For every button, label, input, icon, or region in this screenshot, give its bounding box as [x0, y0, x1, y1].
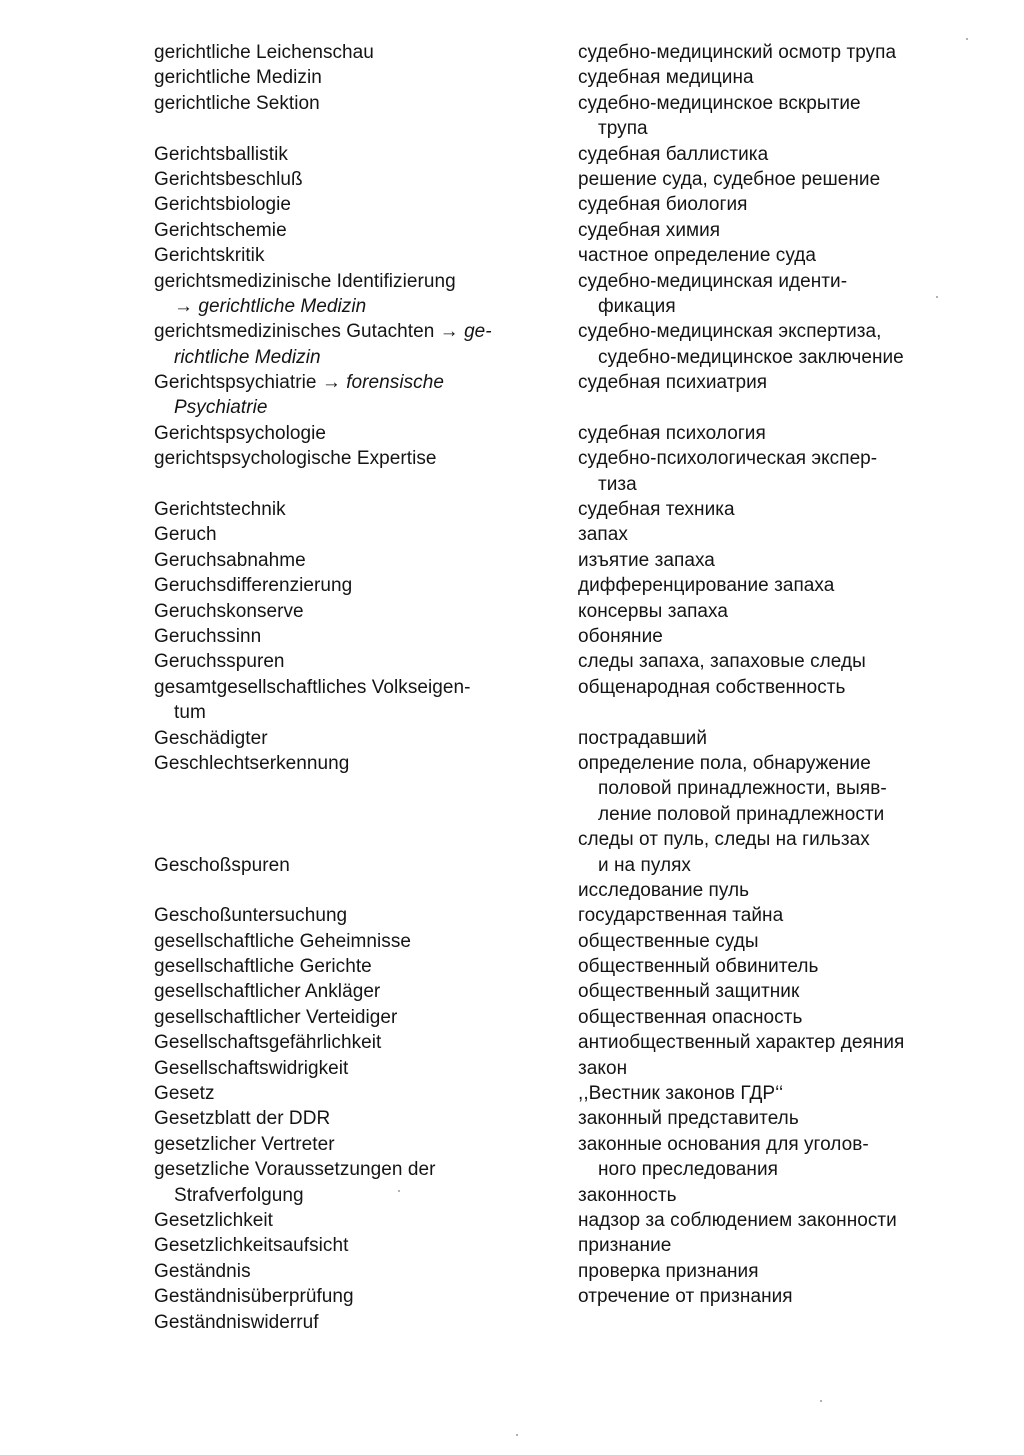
german-term: Geständniswiderruf	[154, 1311, 319, 1333]
german-term: Geschlechtserkennung	[154, 752, 350, 774]
german-term: gesellschaftlicher Verteidiger	[154, 1006, 398, 1028]
german-term: Geständnisüberprüfung	[154, 1286, 354, 1308]
scan-speck	[398, 1190, 400, 1192]
russian-translation: общественная опасность	[578, 1006, 803, 1028]
russian-translation: судебно-медицинское вскрытие	[578, 92, 861, 114]
german-term: Gerichtspsychologie	[154, 422, 327, 444]
german-term: Geruchssinn	[154, 625, 262, 647]
german-term-text: gerichtsmedizinisches Gutachten →	[154, 321, 465, 343]
german-term: gesamtgesellschaftliches Volkseigen-	[154, 676, 471, 698]
russian-translation: судебно-медицинская иденти-	[578, 270, 848, 292]
german-term: Geruchsdifferenzierung	[154, 575, 353, 597]
russian-translation: проверка признания	[578, 1260, 759, 1282]
german-term: gerichtliche Sektion	[154, 92, 320, 114]
spacer	[154, 472, 544, 497]
german-term: Gesetz	[154, 1083, 215, 1105]
cross-reference: forensische	[346, 372, 444, 394]
russian-translation: определение пола, обнаружение	[578, 752, 871, 774]
russian-translation-continuation: тиза	[598, 473, 637, 495]
russian-translation: судебная психология	[578, 422, 766, 444]
russian-translation: судебно-медицинская экспертиза,	[578, 321, 882, 343]
spacer	[154, 827, 544, 852]
russian-column	[578, 40, 978, 1310]
scan-speck	[966, 38, 968, 40]
russian-translation: запах	[578, 524, 628, 546]
german-term: Gesellschaftswidrigkeit	[154, 1057, 349, 1079]
german-term: gesellschaftliche Geheimnisse	[154, 930, 412, 952]
cross-reference: richtliche Medizin	[174, 346, 321, 368]
german-term: Geruchsspuren	[154, 651, 285, 673]
spacer	[154, 802, 544, 827]
german-column	[154, 40, 544, 1335]
german-term: gesellschaftliche Gerichte	[154, 956, 372, 978]
german-term: gesetzliche Voraussetzungen der	[154, 1159, 436, 1181]
cross-reference: gerichtliche Medizin	[198, 295, 367, 317]
scan-speck	[936, 296, 938, 298]
german-term: gesellschaftlicher Ankläger	[154, 981, 381, 1003]
german-term: Geruch	[154, 524, 217, 546]
german-term-continuation	[154, 294, 544, 319]
russian-translation: решение суда, судебное решение	[578, 168, 881, 190]
german-term: Gerichtschemie	[154, 219, 287, 241]
german-term: Gesellschaftsgefährlichkeit	[154, 1032, 382, 1054]
german-term	[154, 319, 544, 344]
german-term: Gerichtstechnik	[154, 499, 286, 521]
german-term: Gerichtsbeschluß	[154, 168, 303, 190]
german-term: gerichtspsychologische Expertise	[154, 448, 437, 470]
german-term: gesetzlicher Vertreter	[154, 1133, 335, 1155]
russian-translation: следы от пуль, следы на гильзах	[578, 829, 870, 851]
russian-translation: закон	[578, 1057, 628, 1079]
russian-translation: дифференцирование запаха	[578, 575, 835, 597]
russian-translation: законность	[578, 1184, 677, 1206]
russian-translation: судебно-психологическая экспер-	[578, 448, 878, 470]
spacer	[154, 776, 544, 801]
german-term: Gerichtskritik	[154, 245, 265, 267]
russian-translation: консервы запаха	[578, 600, 728, 622]
russian-translation: общественный обвинитель	[578, 956, 819, 978]
german-term-continuation: tum	[174, 702, 206, 724]
russian-translation: законные основания для уголов-	[578, 1133, 869, 1155]
russian-translation: законный представитель	[578, 1108, 799, 1130]
russian-translation: исследование пуль	[578, 879, 750, 901]
russian-translation: изъятие запаха	[578, 549, 715, 571]
german-term: gerichtsmedizinische Identifizierung	[154, 270, 456, 292]
spacer	[154, 116, 544, 141]
russian-translation: судебная техника	[578, 499, 735, 521]
russian-translation: антиобщественный характер деяния	[578, 1032, 905, 1054]
russian-translation: судебно-медицинский осмотр трупа	[578, 42, 897, 63]
russian-translation: судебная медицина	[578, 67, 754, 89]
russian-translation: судебная химия	[578, 219, 721, 241]
german-term: Geschoßuntersuchung	[154, 905, 348, 927]
russian-translation-continuation: ление половой принадлежности	[598, 803, 885, 825]
german-term: Gerichtsbiologie	[154, 194, 292, 216]
russian-translation: ,,Вестник законов ГДР‘‘	[578, 1083, 784, 1105]
russian-translation: частное определение суда	[578, 245, 816, 267]
russian-translation: государственная тайна	[578, 905, 784, 927]
russian-translation: общественные суды	[578, 930, 759, 952]
russian-translation: отречение от признания	[578, 1286, 793, 1308]
russian-translation: общественный защитник	[578, 981, 800, 1003]
german-term-text: Gerichtspsychiatrie →	[154, 372, 347, 394]
scan-speck	[820, 1400, 822, 1402]
german-term: Gesetzlichkeit	[154, 1209, 273, 1231]
russian-translation: судебная биология	[578, 194, 748, 216]
german-term: gerichtliche Medizin	[154, 67, 322, 89]
spacer	[578, 395, 978, 420]
russian-translation: следы запаха, запаховые следы	[578, 651, 866, 673]
german-term: Geruchsabnahme	[154, 549, 306, 571]
cross-reference: ge-	[464, 321, 492, 343]
russian-translation: судебная психиатрия	[578, 372, 768, 394]
russian-translation: судебная баллистика	[578, 143, 769, 165]
german-term-continuation: Strafverfolgung	[174, 1184, 304, 1206]
german-term: Geschädigter	[154, 727, 268, 749]
spacer	[578, 700, 978, 725]
russian-translation: надзор за соблюдением законности	[578, 1209, 897, 1231]
german-term: Gerichtsballistik	[154, 143, 288, 165]
arrow: →	[174, 295, 199, 317]
russian-translation: обоняние	[578, 625, 663, 647]
russian-translation-continuation: ного преследования	[598, 1159, 778, 1181]
russian-translation-continuation: судебно-медицинское заключение	[598, 346, 904, 368]
russian-translation: пострадавший	[578, 727, 708, 749]
russian-translation: признание	[578, 1235, 672, 1257]
russian-translation-continuation: фикация	[598, 295, 676, 317]
german-term: Geschoßspuren	[154, 854, 290, 876]
russian-translation: общенародная собственность	[578, 676, 846, 698]
german-term: gerichtliche Leichenschau	[154, 42, 374, 63]
german-term: Geständnis	[154, 1260, 251, 1282]
german-term: Geruchskonserve	[154, 600, 304, 622]
cross-reference: Psychiatrie	[174, 397, 268, 419]
russian-translation-continuation: трупа	[598, 118, 648, 140]
russian-translation-continuation: половой принадлежности, выяв-	[598, 778, 887, 800]
spacer	[154, 878, 544, 903]
scan-speck	[516, 1434, 518, 1436]
german-term	[154, 370, 544, 395]
german-term: Gesetzlichkeitsaufsicht	[154, 1235, 349, 1257]
german-term: Gesetzblatt der DDR	[154, 1108, 331, 1130]
russian-translation-continuation: и на пулях	[598, 854, 691, 876]
